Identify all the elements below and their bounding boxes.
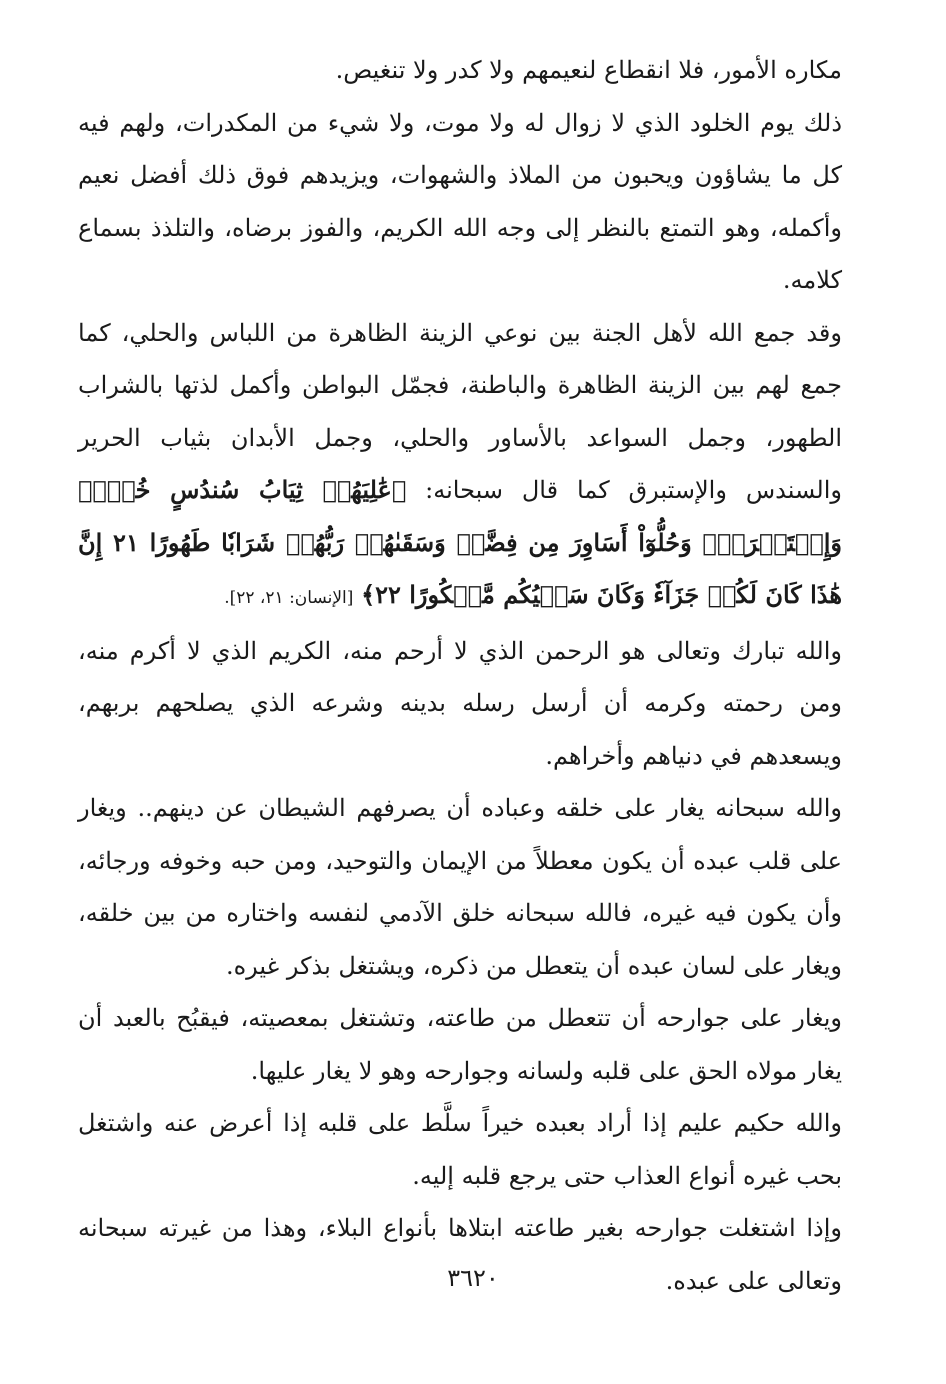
page-number: ٣٦٢٠ — [447, 1264, 499, 1292]
paragraph-3 — [78, 307, 842, 625]
paragraph-2: ذلك يوم الخلود الذي لا زوال له ولا موت، ولا شيء من المكدرات، ولهم فيه كل ما يشاؤون ويحبون من الملاذ والشهوات، ويزيدهم فوق ذلك أفضل نعيم وأكمله، وهو التمتع بالنظر إلى وجه الله الكريم، والفوز برضاه، والتلذذ بسماع كلامه. — [78, 108, 843, 294]
quran-close-bracket: ﴾ — [361, 580, 376, 609]
paragraph-3-intro: وقد جمع الله لأهل الجنة بين نوعي الزينة الظاهرة من اللباس والحلي، كما جمع لهم بين الزينة الظاهرة والباطنة، فجمّل البواطن وأكمل لذتها بالشراب الطهور، وجمل السواعد بالأساور والحلي، وجمل الأبدان بثياب الحرير والسندس والإستبرق كما قال سبحانه: — [78, 318, 842, 504]
quran-verse: عَٰلِيَهُمۡ ثِيَابُ سُندُسٍ خُضۡرٞ وَإِسۡتَبۡرَقٞۖ وَحُلُّوٓاْ أَسَاوِرَ مِن فِضَّةٖ وَسَقَىٰهُمۡ رَبُّهُمۡ شَرَابٗا طَهُورًا ٢١ إِنَّ هَٰذَا كَانَ لَكُمۡ جَزَآءٗ وَكَانَ سَعۡيُكُم مَّشۡكُورًا ٢٢ — [78, 475, 842, 609]
paragraph-5: والله سبحانه يغار على خلقه وعباده أن يصرفهم الشيطان عن دينهم.. ويغار على قلب عبده أن يكون معطلاً من الإيمان والتوحيد، ومن حبه وخوفه ورجائه، وأن يكون فيه غيره، فالله سبحانه خلق الآدمي لنفسه واختاره من بين خلقه، ويغار على لسان عبده أن يتعطل من ذكره، ويشتغل بذكر غيره. — [78, 794, 842, 980]
paragraph-4: والله تبارك وتعالى هو الرحمن الذي لا أرحم منه، الكريم الذي لا أكرم منه، ومن رحمته وكرمه أن أرسل رسله بدينه وشرعه الذي يصلحهم بربهم، ويسعدهم في دنياهم وأخراهم. — [78, 636, 843, 770]
page-body — [78, 44, 842, 1307]
quran-open-bracket: ﴿ — [391, 475, 407, 504]
paragraph-6: ويغار على جوارحه أن تتعطل من طاعته، وتشتغل بمعصيته، فيقبُح بالعبد أن يغار مولاه الحق على قلبه ولسانه وجوارحه وهو لا يغار عليها. — [78, 1004, 842, 1085]
paragraph-8: وإذا اشتغلت جوارحه بغير طاعته ابتلاها بأنواع البلاء، وهذا من غيرته سبحانه وتعالى على عبده. — [78, 1214, 842, 1295]
paragraph-7: والله حكيم عليم إذا أراد بعبده خيراً سلَّط على قلبه إذا أعرض عنه واشتغل بحب غيره أنواع العذاب حتى يرجع قلبه إليه. — [78, 1109, 842, 1190]
paragraph-1: مكاره الأمور، فلا انقطاع لنعيمهم ولا كدر ولا تنغيص. — [335, 56, 842, 84]
verse-reference: [الإنسان: ٢١، ٢٢]. — [224, 588, 354, 608]
